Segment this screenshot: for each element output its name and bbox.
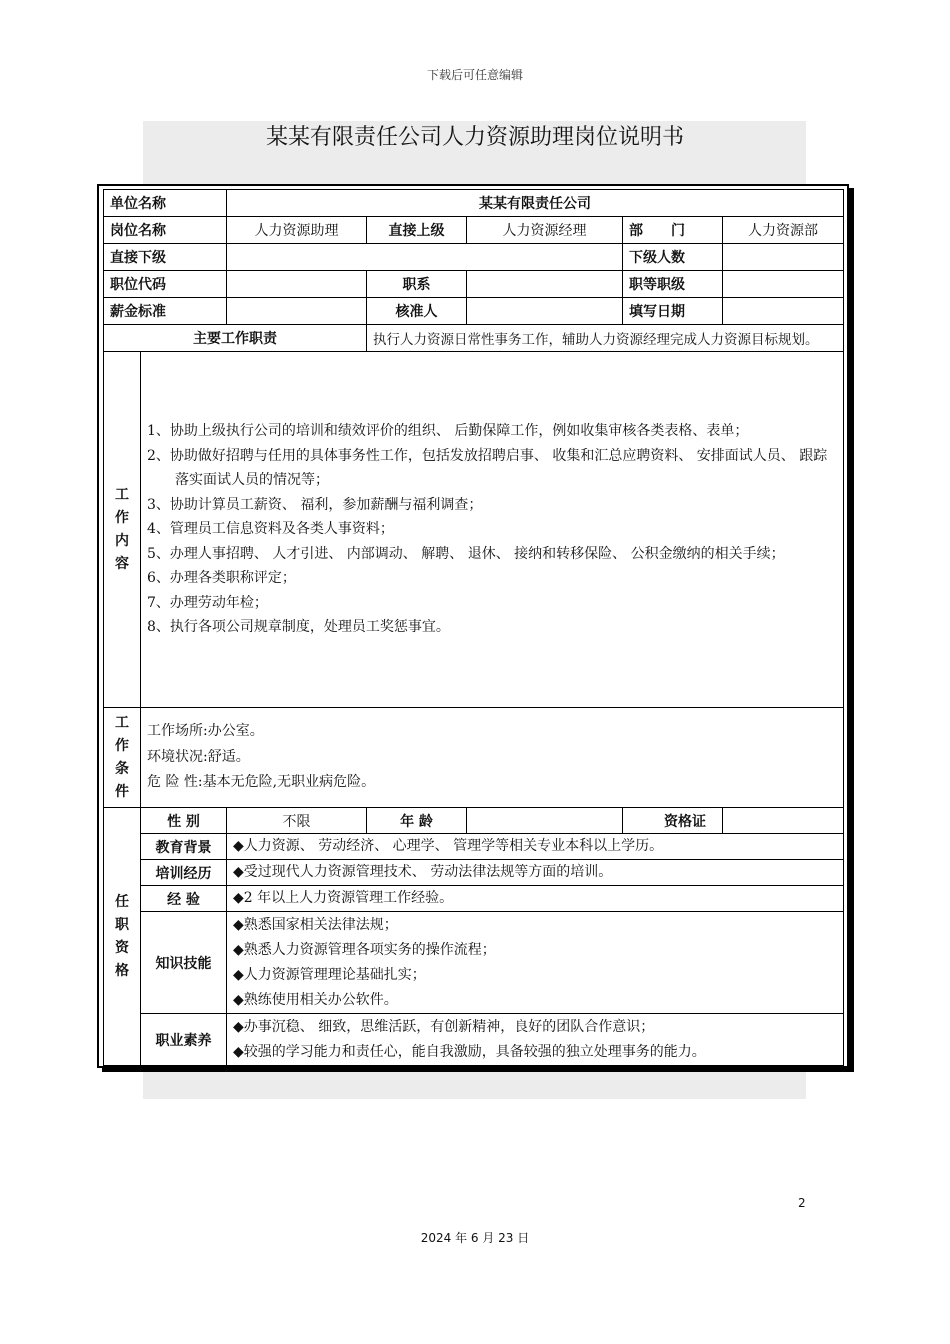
grade-label: 职等职级 [623, 271, 723, 298]
document-title: 某某有限责任公司人力资源助理岗位说明书 [265, 125, 684, 150]
literacy-item: ◆办事沉稳、 细致，思维活跃，有创新精神，良好的团队合作意识； [233, 1018, 655, 1035]
training-label: 培训经历 [141, 860, 227, 886]
duty-item: 6、办理各类职称评定； [147, 570, 296, 587]
unit-label: 单位名称 [104, 190, 227, 217]
code-value [227, 271, 367, 298]
job-description-table [103, 189, 844, 1066]
superior-label: 直接上级 [367, 217, 467, 244]
row-work-content [104, 352, 844, 708]
duty-item: 7、办理劳动年检； [147, 594, 268, 611]
row-unit [104, 190, 844, 217]
dept-value: 人力资源部 [723, 217, 844, 244]
job-description-form [97, 184, 849, 1068]
dept-label: 部 门 [623, 217, 723, 244]
duty-item: 5、办理人事招聘、 人才引进、 内部调动、 解聘、 退休、 接纳和转移保险、 公积金缴纳的相关手续； [147, 545, 785, 562]
duty-item: 4、管理员工信息资料及各类人事资料； [147, 521, 394, 538]
work-content-label: 工 作 内 容 [104, 352, 141, 708]
fill-date-value [723, 298, 844, 325]
education-label: 教育背景 [141, 834, 227, 860]
position-label: 岗位名称 [104, 217, 227, 244]
header-note: 下载后可任意编辑 [426, 68, 523, 82]
unit-value: 某某有限责任公司 [227, 190, 844, 217]
condition-item: 工作场所:办公室。 [147, 723, 264, 740]
gender-value: 不限 [227, 808, 367, 834]
cert-label: 资格证 [623, 808, 723, 834]
main-duty-label: 主要工作职责 [104, 325, 367, 352]
row-gender-age [104, 808, 844, 834]
position-value: 人力资源助理 [227, 217, 367, 244]
education-value: ◆人力资源、 劳动经济、 心理学、 管理学等相关专业本科以上学历。 [227, 834, 844, 860]
approver-value [467, 298, 623, 325]
skill-item: ◆熟练使用相关办公软件。 [233, 991, 398, 1008]
subordinate-value [227, 244, 623, 271]
skill-item: ◆熟悉人力资源管理各项实务的操作流程； [233, 941, 496, 958]
page-number: 2 [798, 1196, 806, 1210]
cert-value [723, 808, 844, 834]
experience-value: ◆2 年以上人力资源管理工作经验。 [227, 886, 844, 912]
literacy-item: ◆较强的学习能力和责任心，能自我激励，具备较强的独立处理事务的能力。 [233, 1043, 706, 1060]
gender-label: 性 别 [141, 808, 227, 834]
fill-date-label: 填写日期 [623, 298, 723, 325]
work-conditions-label: 工 作 条 件 [104, 708, 141, 808]
salary-label: 薪金标准 [104, 298, 227, 325]
row-position [104, 217, 844, 244]
age-label: 年 龄 [367, 808, 467, 834]
qualifications-label: 任 职 资 格 [104, 808, 141, 1066]
row-training [104, 860, 844, 886]
row-main-duty [104, 325, 844, 352]
superior-value: 人力资源经理 [467, 217, 623, 244]
row-work-conditions [104, 708, 844, 808]
work-content-list [141, 352, 844, 708]
skills-list [227, 912, 844, 1014]
code-label: 职位代码 [104, 271, 227, 298]
series-label: 职系 [367, 271, 467, 298]
row-skills [104, 912, 844, 1014]
skills-label: 知识技能 [141, 912, 227, 1014]
subordinate-count-label: 下级人数 [623, 244, 723, 271]
approver-label: 核准人 [367, 298, 467, 325]
skill-item: ◆人力资源管理理论基础扎实； [233, 966, 426, 983]
condition-item: 环境状况:舒适。 [147, 748, 250, 765]
condition-item: 危 险 性:基本无危险,无职业病危险。 [147, 774, 376, 791]
row-education [104, 834, 844, 860]
row-salary [104, 298, 844, 325]
literacy-list [227, 1014, 844, 1066]
literacy-label: 职业素养 [141, 1014, 227, 1066]
row-code [104, 271, 844, 298]
skill-item: ◆熟悉国家相关法律法规； [233, 916, 398, 933]
salary-value [227, 298, 367, 325]
grade-value [723, 271, 844, 298]
main-duty-value: 执行人力资源日常性事务工作，辅助人力资源经理完成人力资源目标规划。 [367, 325, 844, 352]
age-value [467, 808, 623, 834]
training-value: ◆受过现代人力资源管理技术、 劳动法律法规等方面的培训。 [227, 860, 844, 886]
work-conditions-list [141, 708, 844, 808]
duty-item: 1、协助上级执行公司的培训和绩效评价的组织、 后勤保障工作，例如收集审核各类表格、表单； [147, 423, 749, 440]
subordinate-label: 直接下级 [104, 244, 227, 271]
row-experience [104, 886, 844, 912]
row-literacy [104, 1014, 844, 1066]
series-value [467, 271, 623, 298]
row-subordinate [104, 244, 844, 271]
experience-label: 经 验 [141, 886, 227, 912]
subordinate-count-value [723, 244, 844, 271]
duty-item: 3、协助计算员工薪资、 福利，参加薪酬与福利调查； [147, 496, 483, 513]
duty-item: 2、协助做好招聘与任用的具体事务性工作，包括发放招聘启事、 收集和汇总应聘资料、 安排面试人员、 跟踪落实面试人员的情况等； [147, 447, 828, 489]
duty-item: 8、执行各项公司规章制度，处理员工奖惩事宜。 [147, 619, 450, 636]
footer-date: 2024 年 6 月 23 日 [420, 1231, 530, 1245]
